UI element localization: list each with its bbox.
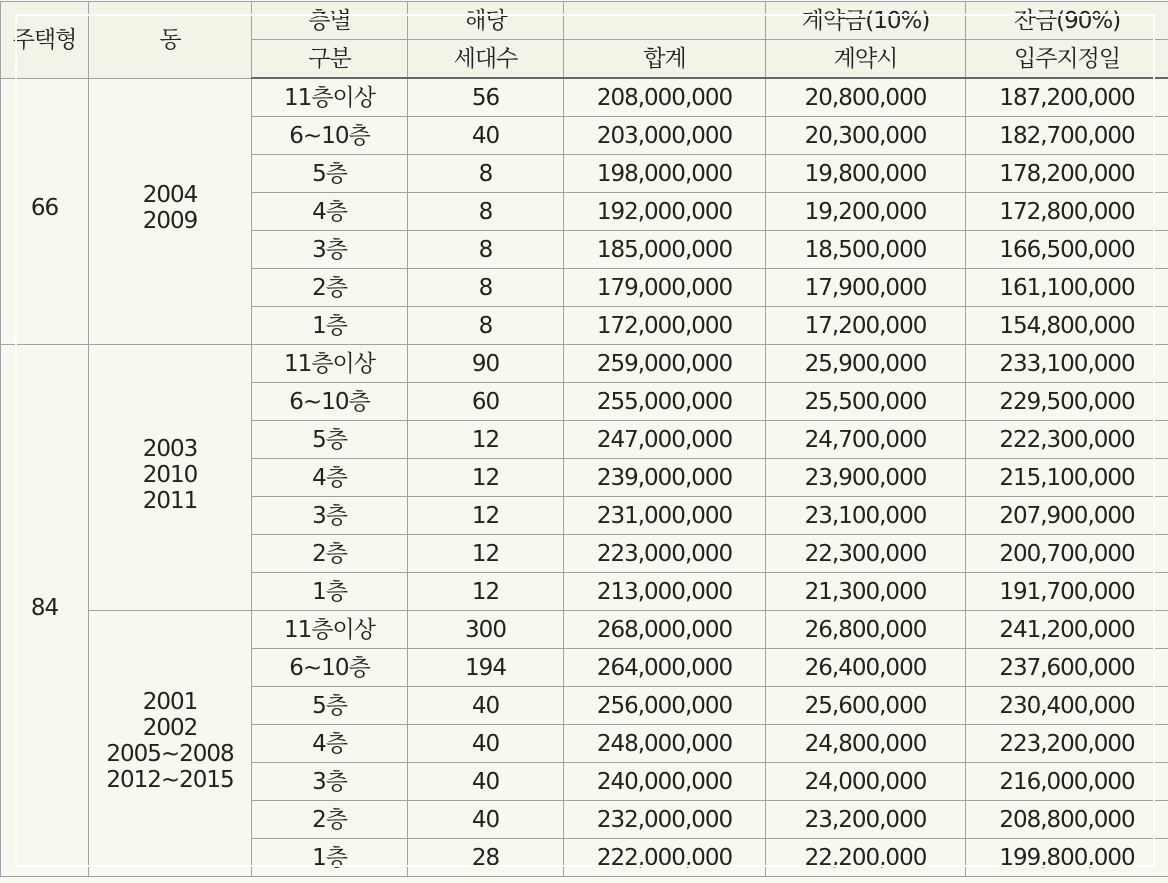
units-cell: 28 — [408, 839, 564, 877]
balance-cell: 200,700,000 — [966, 535, 1168, 573]
header-balance-sub: 입주지정일 — [966, 40, 1168, 79]
floor-cell: 11층이상 — [252, 78, 408, 117]
total-cell: 179,000,000 — [564, 269, 766, 307]
balance-cell: 215,100,000 — [966, 459, 1168, 497]
dong-line: 2009 — [142, 208, 198, 235]
floor-cell: 4층 — [252, 459, 408, 497]
header-type: 주택형 — [1, 2, 89, 79]
total-cell: 264,000,000 — [564, 649, 766, 687]
deposit-cell: 23,900,000 — [766, 459, 966, 497]
header-total: 합계 — [564, 40, 766, 79]
header-deposit-sub: 계약시 — [766, 40, 966, 79]
balance-cell: 187,200,000 — [966, 78, 1168, 117]
deposit-cell: 18,500,000 — [766, 231, 966, 269]
units-cell: 90 — [408, 345, 564, 383]
balance-cell: 161,100,000 — [966, 269, 1168, 307]
floor-cell: 2층 — [252, 269, 408, 307]
deposit-cell: 25,900,000 — [766, 345, 966, 383]
deposit-cell: 17,900,000 — [766, 269, 966, 307]
floor-cell: 11층이상 — [252, 345, 408, 383]
units-cell: 60 — [408, 383, 564, 421]
units-cell: 12 — [408, 573, 564, 611]
total-cell: 172,000,000 — [564, 307, 766, 345]
deposit-cell: 25,600,000 — [766, 687, 966, 725]
deposit-cell: 24,800,000 — [766, 725, 966, 763]
floor-cell: 4층 — [252, 725, 408, 763]
total-cell: 255,000,000 — [564, 383, 766, 421]
floor-cell: 2층 — [252, 801, 408, 839]
deposit-cell: 22,300,000 — [766, 535, 966, 573]
header-balance-group: 잔금(90%) — [966, 2, 1168, 40]
floor-cell: 11층이상 — [252, 611, 408, 649]
deposit-cell: 22,200,000 — [766, 839, 966, 877]
total-cell: 192,000,000 — [564, 193, 766, 231]
header-floor-line1: 층별 — [252, 2, 408, 40]
floor-cell: 3층 — [252, 763, 408, 801]
total-cell: 259,000,000 — [564, 345, 766, 383]
type-cell: 66 — [1, 78, 89, 345]
dong-line: 2010 — [142, 461, 198, 488]
dong-line: 2003 — [142, 435, 198, 462]
units-cell: 300 — [408, 611, 564, 649]
total-cell: 203,000,000 — [564, 117, 766, 155]
total-cell: 239,000,000 — [564, 459, 766, 497]
balance-cell: 207,900,000 — [966, 497, 1168, 535]
total-cell: 268,000,000 — [564, 611, 766, 649]
header-units-line1: 해당 — [408, 2, 564, 40]
header-units-line2: 세대수 — [408, 40, 564, 79]
dong-line: 2004 — [142, 182, 198, 209]
deposit-cell: 20,800,000 — [766, 78, 966, 117]
total-cell: 240,000,000 — [564, 763, 766, 801]
units-cell: 40 — [408, 763, 564, 801]
total-cell: 248,000,000 — [564, 725, 766, 763]
units-cell: 194 — [408, 649, 564, 687]
units-cell: 8 — [408, 193, 564, 231]
dong-line: 2011 — [142, 487, 198, 514]
total-cell: 232,000,000 — [564, 801, 766, 839]
total-cell: 208,000,000 — [564, 78, 766, 117]
deposit-cell: 24,000,000 — [766, 763, 966, 801]
balance-cell: 182,700,000 — [966, 117, 1168, 155]
dong-line: 2005~2008 — [106, 740, 234, 767]
header-floor-line2: 구분 — [252, 40, 408, 79]
floor-cell: 4층 — [252, 193, 408, 231]
deposit-cell: 24,700,000 — [766, 421, 966, 459]
units-cell: 12 — [408, 535, 564, 573]
deposit-cell: 23,100,000 — [766, 497, 966, 535]
units-cell: 56 — [408, 78, 564, 117]
table-row — [1, 345, 1168, 383]
units-cell: 8 — [408, 307, 564, 345]
units-cell: 40 — [408, 801, 564, 839]
deposit-cell: 17,200,000 — [766, 307, 966, 345]
balance-cell: 233,100,000 — [966, 345, 1168, 383]
dong-line: 2002 — [142, 714, 198, 741]
balance-cell: 199,800,000 — [966, 839, 1168, 877]
balance-cell: 230,400,000 — [966, 687, 1168, 725]
balance-cell: 241,200,000 — [966, 611, 1168, 649]
type-cell: 84 — [1, 345, 89, 877]
balance-cell: 223,200,000 — [966, 725, 1168, 763]
deposit-cell: 19,800,000 — [766, 155, 966, 193]
floor-cell: 6~10층 — [252, 383, 408, 421]
table-row — [1, 78, 1168, 117]
header-deposit-group: 계약금(10%) — [766, 2, 966, 40]
deposit-cell: 23,200,000 — [766, 801, 966, 839]
deposit-cell: 26,400,000 — [766, 649, 966, 687]
total-cell: 198,000,000 — [564, 155, 766, 193]
table-header — [1, 2, 1168, 79]
header-row-1 — [1, 2, 1168, 40]
dong-cell — [89, 345, 252, 611]
deposit-cell: 19,200,000 — [766, 193, 966, 231]
deposit-cell: 26,800,000 — [766, 611, 966, 649]
total-cell: 222,000,000 — [564, 839, 766, 877]
balance-cell: 166,500,000 — [966, 231, 1168, 269]
units-cell: 8 — [408, 231, 564, 269]
balance-cell: 216,000,000 — [966, 763, 1168, 801]
floor-cell: 1층 — [252, 573, 408, 611]
total-cell: 256,000,000 — [564, 687, 766, 725]
units-cell: 12 — [408, 421, 564, 459]
dong-line: 2012~2015 — [106, 766, 234, 793]
dong-cell — [89, 78, 252, 345]
balance-cell: 208,800,000 — [966, 801, 1168, 839]
balance-cell: 222,300,000 — [966, 421, 1168, 459]
header-total-spacer — [564, 2, 766, 40]
dong-cell — [89, 611, 252, 877]
floor-cell: 5층 — [252, 687, 408, 725]
balance-cell: 178,200,000 — [966, 155, 1168, 193]
table-row — [1, 611, 1168, 649]
floor-cell: 6~10층 — [252, 117, 408, 155]
floor-cell: 2층 — [252, 535, 408, 573]
balance-cell: 191,700,000 — [966, 573, 1168, 611]
total-cell: 247,000,000 — [564, 421, 766, 459]
header-dong: 동 — [89, 2, 252, 79]
deposit-cell: 21,300,000 — [766, 573, 966, 611]
floor-cell: 1층 — [252, 307, 408, 345]
balance-cell: 154,800,000 — [966, 307, 1168, 345]
units-cell: 12 — [408, 497, 564, 535]
apartment-price-table — [0, 1, 1168, 877]
units-cell: 40 — [408, 117, 564, 155]
table-body — [1, 78, 1168, 877]
floor-cell: 3층 — [252, 231, 408, 269]
total-cell: 185,000,000 — [564, 231, 766, 269]
total-cell: 231,000,000 — [564, 497, 766, 535]
floor-cell: 5층 — [252, 155, 408, 193]
floor-cell: 1층 — [252, 839, 408, 877]
floor-cell: 5층 — [252, 421, 408, 459]
deposit-cell: 20,300,000 — [766, 117, 966, 155]
total-cell: 213,000,000 — [564, 573, 766, 611]
total-cell: 223,000,000 — [564, 535, 766, 573]
balance-cell: 237,600,000 — [966, 649, 1168, 687]
floor-cell: 3층 — [252, 497, 408, 535]
units-cell: 12 — [408, 459, 564, 497]
balance-cell: 172,800,000 — [966, 193, 1168, 231]
balance-cell: 229,500,000 — [966, 383, 1168, 421]
units-cell: 40 — [408, 725, 564, 763]
units-cell: 8 — [408, 269, 564, 307]
units-cell: 8 — [408, 155, 564, 193]
deposit-cell: 25,500,000 — [766, 383, 966, 421]
dong-line: 2001 — [142, 688, 198, 715]
floor-cell: 6~10층 — [252, 649, 408, 687]
units-cell: 40 — [408, 687, 564, 725]
